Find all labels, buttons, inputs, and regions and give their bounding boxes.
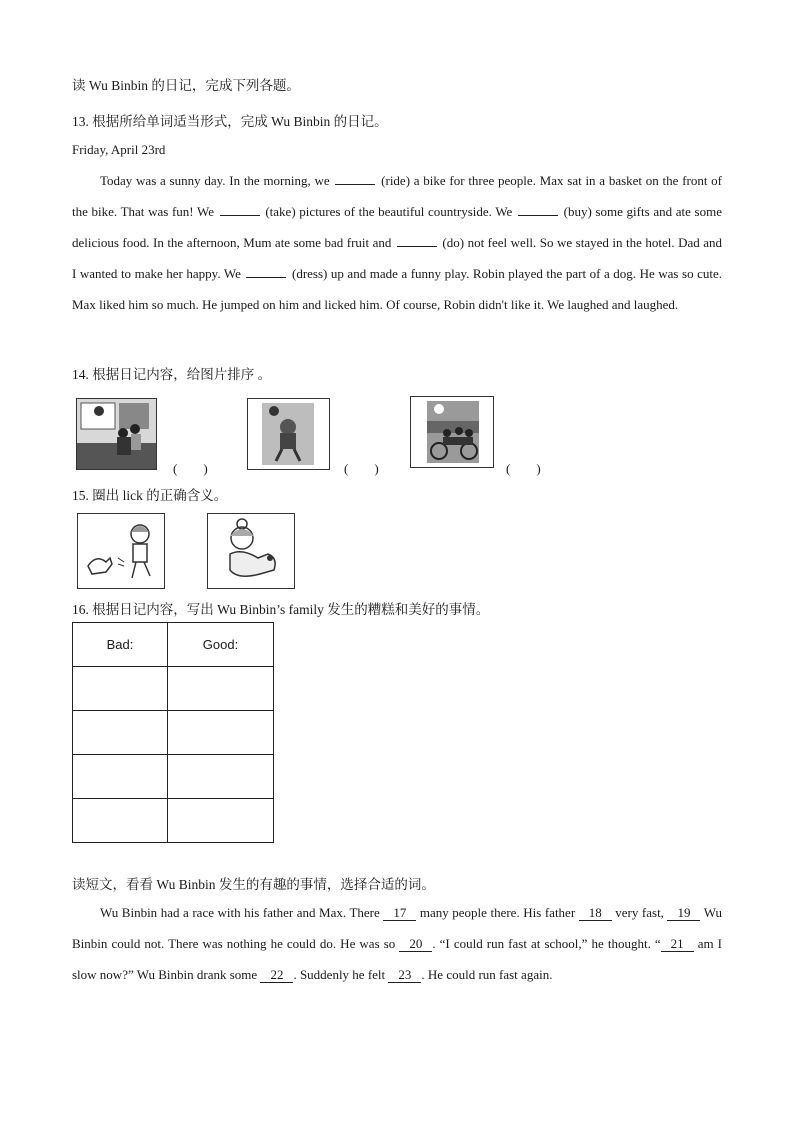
blank-19[interactable]: 19 (667, 905, 700, 921)
diary-text: in the hotel. Dad and I wanted to make her happy. We (72, 235, 723, 281)
question-14: 14. 根据日记内容，给图片排序 。 (72, 367, 272, 382)
intro-text: 读 Wu Binbin 的日记，完成下列各题。 (72, 78, 300, 93)
bike-ride-picture (410, 396, 494, 468)
good-cell[interactable] (168, 711, 274, 755)
answer-paren[interactable]: ( ) (173, 461, 208, 476)
question-16: 16. 根据日记内容，写出 Wu Binbin’s family 发生的糟糕和美好的事情。 (72, 602, 490, 617)
bad-cell[interactable] (73, 667, 168, 711)
answer-blank[interactable] (335, 172, 375, 185)
passage-text: am I slow now?” Wu Binbin drank some (72, 936, 723, 982)
passage-text: . Suddenly he felt (293, 967, 386, 982)
passage-text: Wu Binbin had a race with his father and Max. There (100, 905, 380, 920)
diary-paragraph (72, 165, 722, 320)
good-cell[interactable] (168, 755, 274, 799)
passage-text: . “I could run fast at school,” he thought. “ (432, 936, 661, 951)
diary-text: (do) not feel well. So we stayed (442, 235, 609, 250)
blank-23[interactable]: 23 (388, 967, 421, 983)
answer-blank[interactable] (397, 234, 437, 247)
dog-play-picture (247, 398, 330, 470)
diary-text: (ride) a bike for three people. Max sat in a basket on the (381, 173, 679, 188)
blank-20[interactable]: 20 (399, 936, 432, 952)
blank-17[interactable]: 17 (383, 905, 416, 921)
dog-licking-girl-picture[interactable] (207, 513, 295, 589)
bad-header: Bad: (73, 623, 168, 667)
answer-blank[interactable] (518, 203, 558, 216)
answer-paren[interactable]: ( ) (506, 461, 541, 476)
good-header: Good: (168, 623, 274, 667)
bad-cell[interactable] (73, 755, 168, 799)
passage-text: many people there. His father (419, 905, 576, 920)
question-13: 13. 根据所给单词适当形式，完成 Wu Binbin 的日记。 (72, 114, 388, 129)
diary-text: Today was a sunny day. In the morning, we (100, 173, 330, 188)
blank-22[interactable]: 22 (260, 967, 293, 983)
question-15: 15. 圈出 lick 的正确含义。 (72, 488, 228, 503)
reading-intro: 读短文，看看 Wu Binbin 发生的有趣的事情，选择合适的词。 (72, 877, 435, 892)
bad-cell[interactable] (73, 711, 168, 755)
passage-text: very fast, (615, 905, 664, 920)
bad-good-table (72, 622, 274, 843)
good-cell[interactable] (168, 799, 274, 843)
diary-text: (dress) up and made a funny play. Robin played the (291, 266, 563, 281)
blank-21[interactable]: 21 (661, 936, 694, 952)
answer-blank[interactable] (220, 203, 260, 216)
good-cell[interactable] (168, 667, 274, 711)
passage-text: Wu Binbin could not. There was nothing he could do. He was so (72, 905, 723, 951)
diary-text: (take) pictures of the beautiful countryside. We (265, 204, 513, 219)
diary-date: Friday, April 23rd (72, 142, 166, 157)
diary-text: front of the bike. That was fun! We (72, 173, 723, 219)
answer-paren[interactable]: ( ) (344, 461, 379, 476)
answer-blank[interactable] (246, 265, 286, 278)
blank-18[interactable]: 18 (579, 905, 612, 921)
diary-text: and ate some delicious food. In the afternoon, Mum ate some bad fruit and (72, 204, 723, 250)
dog-chasing-boy-picture[interactable] (77, 513, 165, 589)
diary-text: (buy) some gifts (563, 204, 650, 219)
diary-text: part of a dog. He was so cute. Max liked him so much. He jumped on him and licked him. Of course, Robin didn't (72, 266, 723, 312)
reading-passage (72, 897, 722, 990)
hotel-room-picture (76, 398, 157, 470)
passage-text: . He could run fast again. (421, 967, 553, 982)
diary-text: like it. We laughed and laughed. (510, 297, 679, 312)
bad-cell[interactable] (73, 799, 168, 843)
